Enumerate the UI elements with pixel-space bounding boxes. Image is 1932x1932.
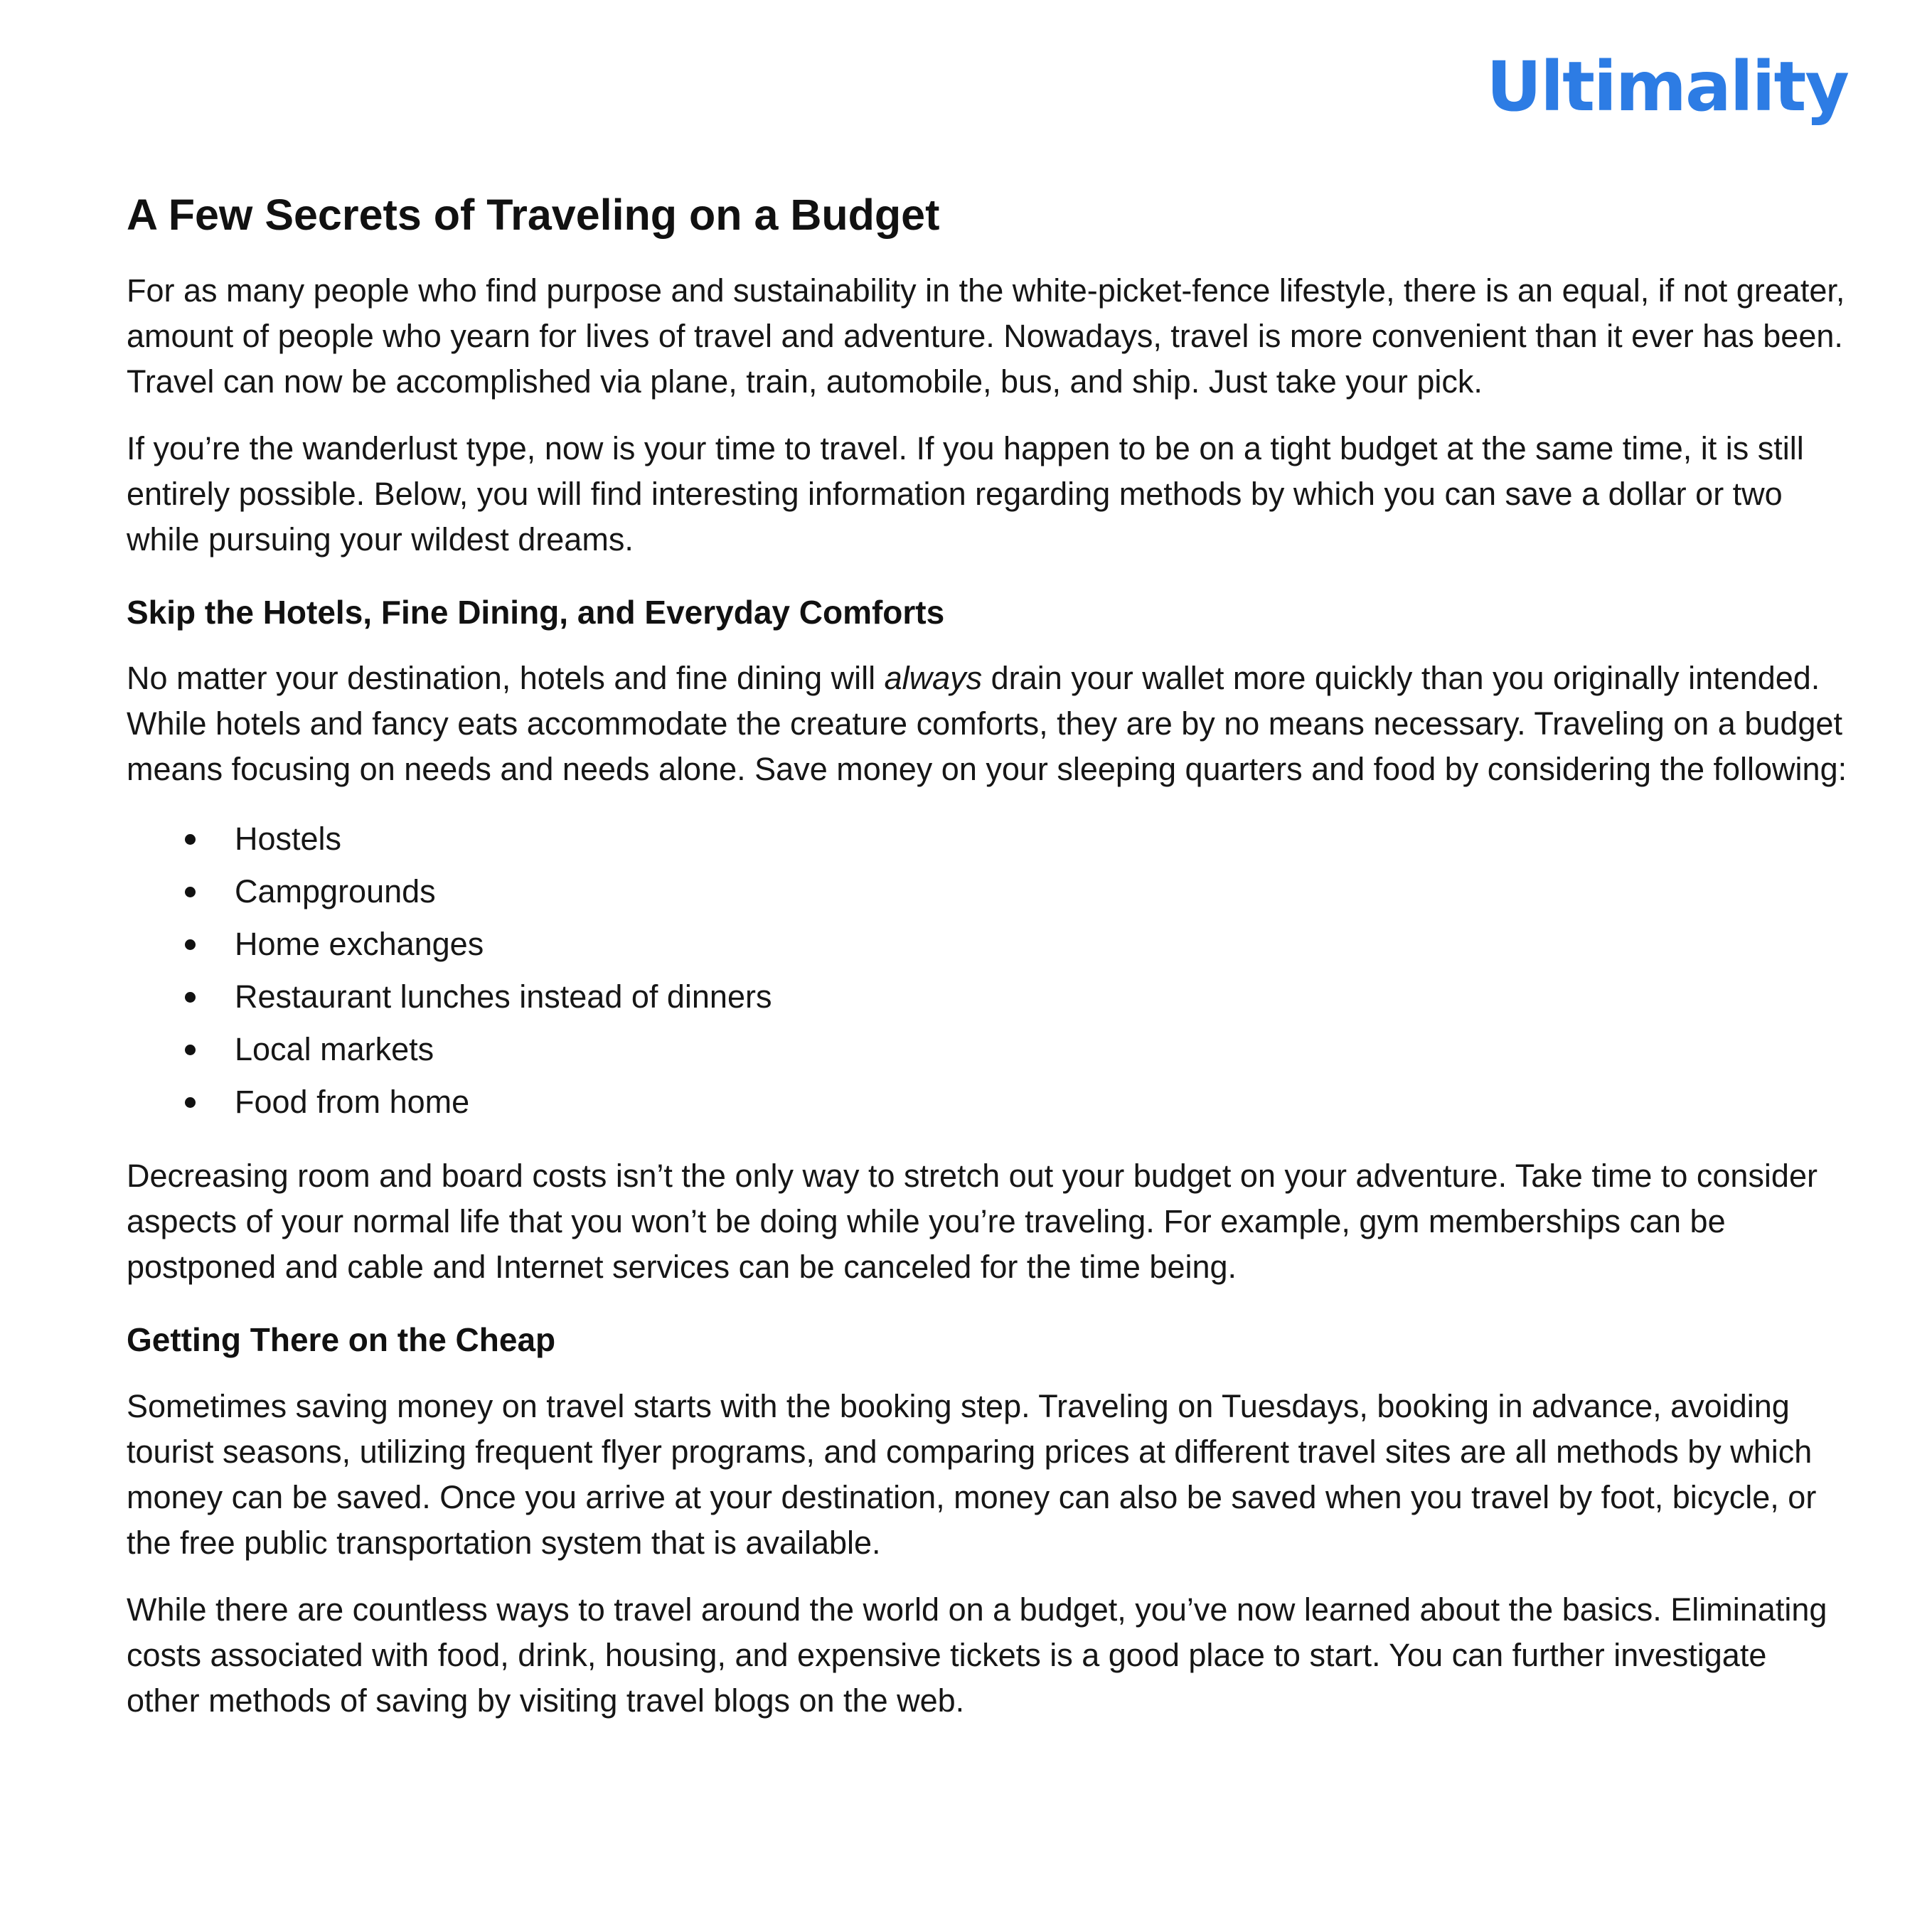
bullet-icon [185, 834, 196, 845]
list-item-label: Campgrounds [235, 873, 436, 910]
page-title: A Few Secrets of Traveling on a Budget [127, 190, 940, 239]
paragraph-intro-2: If you’re the wanderlust type, now is your time to travel. If you happen to be on a tight budget at the same time, it is still entirely possible. Below, you will find interesting information regarding methods by which you can save a dollar or two while pursuing your wildest dreams. [127, 429, 1804, 557]
list-item-label: Restaurant lunches instead of dinners [235, 978, 772, 1015]
bullet-icon [185, 939, 196, 950]
bullet-icon [185, 1045, 196, 1055]
paragraph-room-board: Decreasing room and board costs isn’t the only way to stretch out your budget on your adventure. Take time to consider aspects of your normal life that you won’t be doing while you’re traveling. For example, gym memberships can be postponed and cable and Internet services can be canceled for the time being. [127, 1158, 1818, 1286]
savings-bullet-list [127, 816, 1848, 1125]
paragraph-hotels-dining-text: No matter your destination, hotels and fine dining will [127, 660, 885, 697]
emphasized-word-always: always [884, 660, 983, 697]
list-item-label: Hostels [235, 821, 342, 858]
paragraph-hotels-dining [127, 656, 1848, 792]
list-item-campgrounds [185, 869, 1848, 914]
list-item-label: Local markets [235, 1031, 434, 1068]
paragraph-conclusion: While there are countless ways to travel around the world on a budget, you’ve now learned about the basics. Eliminating costs associated with food, drink, housing, and expensive tickets is a good place to start. You can further investigate other methods of saving by visiting travel blogs on the web. [127, 1591, 1827, 1719]
list-item-food-from-home [185, 1079, 1848, 1125]
section-heading-getting-there: Getting There on the Cheap [127, 1321, 556, 1359]
bullet-icon [185, 1097, 196, 1108]
paragraph-hotels-dining-text-cont: drain your wallet more quickly than you originally intended. While hotels and fancy eats accommodate the creature comforts, they are by no means necessary. Traveling on a budget means focusing on needs and needs alone. Save money on your sleeping quarters and food by considering the following: [127, 660, 1847, 788]
logo-row [127, 47, 1848, 127]
bullet-icon [185, 887, 196, 897]
section-heading-skip-hotels: Skip the Hotels, Fine Dining, and Everyday Comforts [127, 593, 945, 631]
list-item-local-markets [185, 1027, 1848, 1072]
list-item-label: Food from home [235, 1084, 470, 1121]
list-item-home-exchanges [185, 922, 1848, 967]
bullet-icon [185, 992, 196, 1003]
ultimality-logo: Ultimality [1486, 47, 1848, 127]
list-item-hostels [185, 816, 1848, 862]
list-item-restaurant-lunches [185, 974, 1848, 1020]
list-item-label: Home exchanges [235, 926, 484, 963]
paragraph-intro-1: For as many people who find purpose and sustainability in the white-picket-fence lifestyle, there is an equal, if not greater, amount of people who yearn for lives of travel and adventure. Nowadays, travel is more convenient than it ever has been. Travel can now be accomplished via plane, train, automobile, bus, and ship. Just take your pick. [127, 272, 1845, 400]
paragraph-booking: Sometimes saving money on travel starts with the booking step. Traveling on Tuesdays, booking in advance, avoiding tourist seasons, utilizing frequent flyer programs, and comparing prices at different travel sites are all methods by which money can be saved. Once you arrive at your destination, money can also be saved when you travel by foot, bicycle, or the free public transportation system that is available. [127, 1387, 1817, 1561]
